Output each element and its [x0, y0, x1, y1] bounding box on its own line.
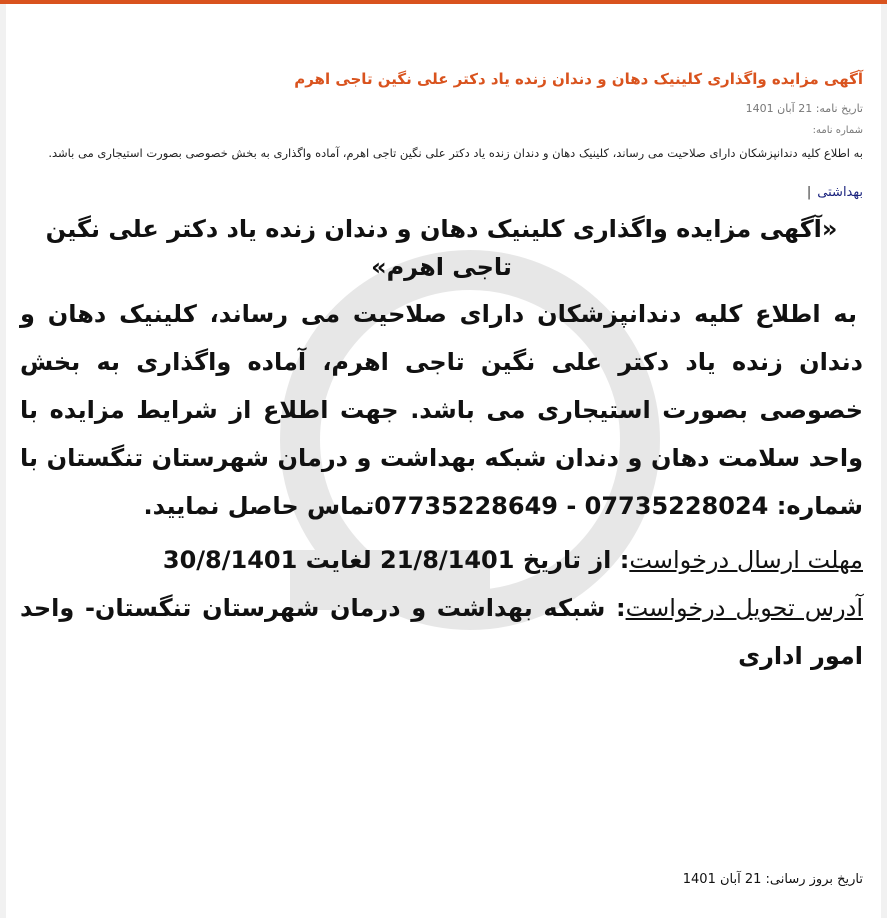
body-paragraph: به اطلاع کلیه دندانپزشکان دارای صلاحیت می رساند، کلینیک دهان و دندان زنده یاد دکتر علی نگین تاجی اهرم، آماده واگذاری به بخش خصوصی بصورت استیجاری می باشد. جهت اطلاع از شرایط مزایده با واحد سلامت دهان و دندان شبکه بهداشت و درمان شهرستان تنگستان با شماره: 07735228024 - 07735228649تماس حاصل نمایید. — [20, 300, 863, 520]
deadline-value: : از تاریخ 21/8/1401 لغایت 30/8/1401 — [162, 546, 630, 574]
top-accent-bar — [0, 0, 887, 4]
updated-date — [683, 872, 863, 887]
address-value: : شبکه بهداشت و درمان شهرستان تنگستان- واحد امور اداری — [20, 594, 863, 670]
address-label: آدرس تحویل درخواست — [625, 594, 864, 622]
body-heading: «آگهی مزایده واگذاری کلینیک دهان و دندان زنده یاد دکتر علی نگین تاجی اهرم» — [45, 215, 838, 281]
deadline-line — [20, 536, 863, 584]
category-separator: | — [806, 185, 812, 200]
letter-number-label: شماره نامه: — [812, 125, 863, 136]
letter-date — [746, 102, 863, 115]
address-line — [20, 584, 863, 680]
page-margin-right — [881, 4, 887, 918]
updated-value: 21 آبان 1401 — [682, 872, 762, 887]
category — [807, 185, 863, 200]
category-link[interactable]: بهداشتی — [817, 185, 863, 200]
updated-label: تاریخ بروز رسانی: — [765, 872, 863, 887]
deadline-label: مهلت ارسال درخواست — [629, 546, 863, 574]
article-title[interactable]: آگهی مزایده واگذاری کلینیک دهان و دندان زنده یاد دکتر علی نگین تاجی اهرم — [294, 70, 863, 88]
page-margin-left — [0, 4, 6, 918]
letter-date-value: 21 آبان 1401 — [745, 102, 813, 115]
article-summary: به اطلاع کلیه دندانپزشکان دارای صلاحیت می رساند، کلینیک دهان و دندان زنده یاد دکتر علی نگین تاجی اهرم، آماده واگذاری به بخش خصوصی بصورت استیجاری می باشد. — [48, 146, 863, 160]
article-body — [20, 210, 863, 680]
letter-date-label: تاریخ نامه: — [815, 102, 863, 115]
